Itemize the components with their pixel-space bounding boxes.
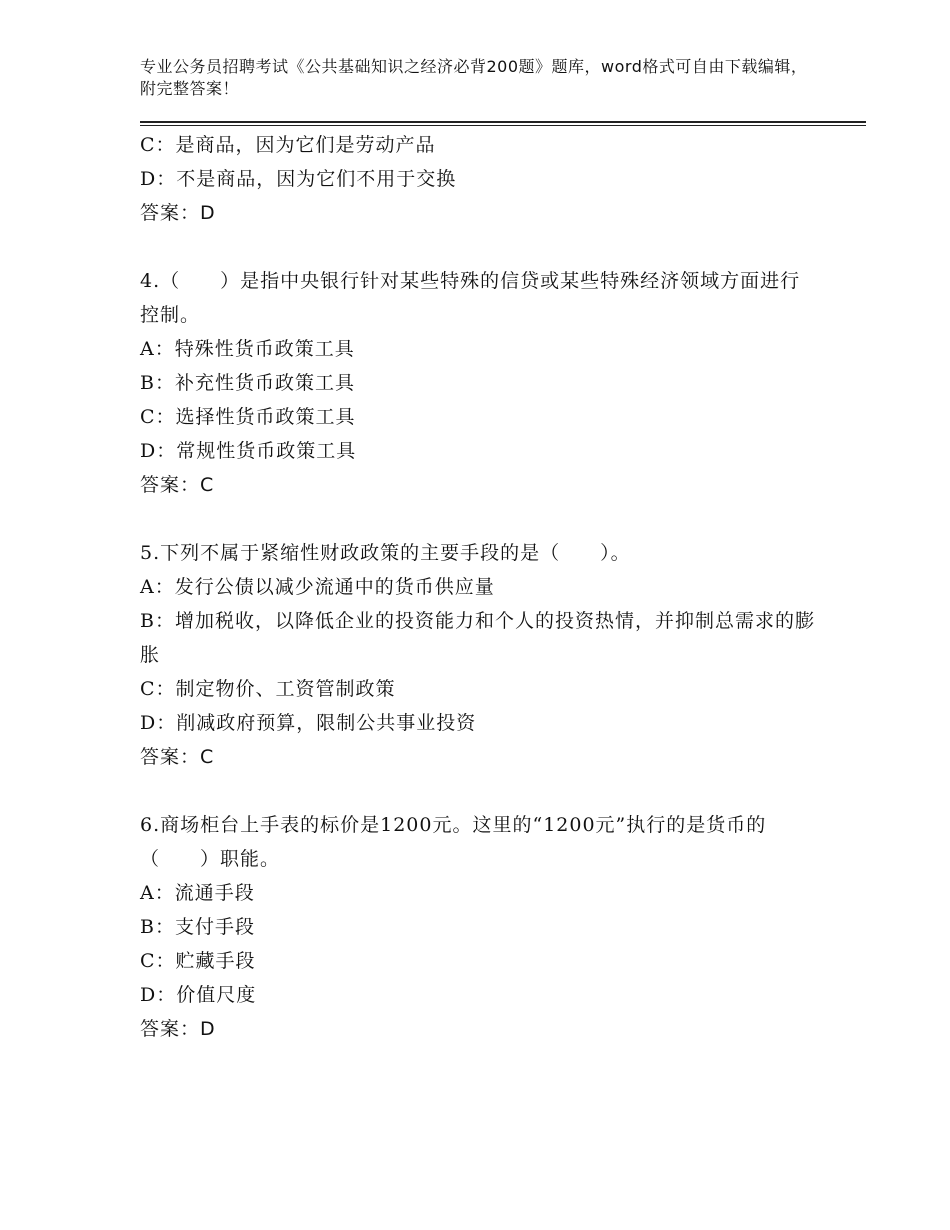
option-c: C：是商品，因为它们是劳动产品 bbox=[140, 134, 436, 156]
question-stem: 6.商场柜台上手表的标价是1200元。这里的“1200元”执行的是货币的（ ）职能。 bbox=[140, 814, 767, 870]
option-a: A：特殊性货币政策工具 bbox=[140, 338, 355, 360]
option-d: D：不是商品，因为它们不用于交换 bbox=[140, 168, 457, 190]
option-b: B：支付手段 bbox=[140, 916, 255, 938]
answer: 答案：D bbox=[140, 1018, 216, 1040]
question-4 bbox=[140, 264, 820, 502]
header-rule-thick bbox=[140, 121, 866, 123]
option-c: C：制定物价、工资管制政策 bbox=[140, 678, 396, 700]
answer: 答案：C bbox=[140, 474, 215, 496]
option-b: B：增加税收，以降低企业的投资能力和个人的投资热情，并抑制总需求的膨胀 bbox=[140, 610, 815, 666]
option-a: A：流通手段 bbox=[140, 882, 255, 904]
spacer bbox=[140, 774, 820, 808]
question-content bbox=[140, 128, 820, 1046]
spacer bbox=[140, 502, 820, 536]
spacer bbox=[140, 230, 820, 264]
carryover-question bbox=[140, 128, 820, 230]
question-6 bbox=[140, 808, 820, 1046]
option-d: D：削减政府预算，限制公共事业投资 bbox=[140, 712, 477, 734]
option-d: D：价值尺度 bbox=[140, 984, 257, 1006]
header-rule-thin bbox=[140, 125, 866, 126]
question-stem: 5.下列不属于紧缩性财政政策的主要手段的是（ ）。 bbox=[140, 542, 631, 564]
answer: 答案：D bbox=[140, 202, 216, 224]
option-c: C：选择性货币政策工具 bbox=[140, 406, 356, 428]
option-a: A：发行公债以减少流通中的货币供应量 bbox=[140, 576, 495, 598]
option-c: C：贮藏手段 bbox=[140, 950, 256, 972]
page-header bbox=[140, 56, 820, 100]
answer: 答案：C bbox=[140, 746, 215, 768]
option-b: B：补充性货币政策工具 bbox=[140, 372, 355, 394]
question-5 bbox=[140, 536, 820, 774]
header-title: 专业公务员招聘考试《公共基础知识之经济必背200题》题库，word格式可自由下载编辑，附完整答案！ bbox=[140, 57, 808, 98]
question-stem: 4.（ ）是指中央银行针对某些特殊的信贷或某些特殊经济领域方面进行控制。 bbox=[140, 270, 801, 326]
option-d: D：常规性货币政策工具 bbox=[140, 440, 357, 462]
